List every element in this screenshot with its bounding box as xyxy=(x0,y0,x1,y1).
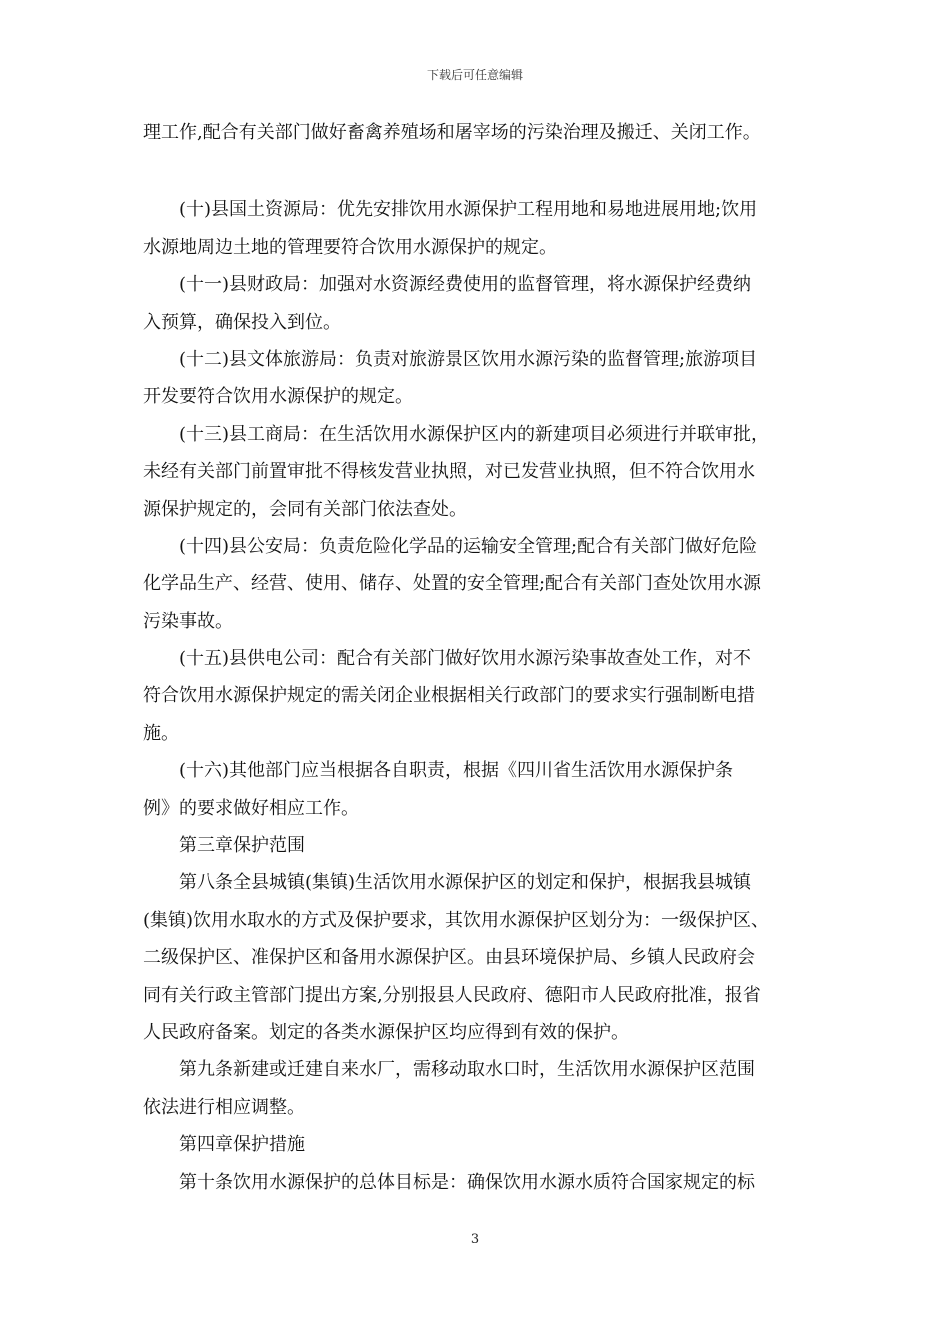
text-line: 依法进行相应调整。 xyxy=(143,1096,305,1118)
text-line: 源保护规定的，会同有关部门依法查处。 xyxy=(143,498,467,520)
text-line: (十一)县财政局：加强对水资源经费使用的监督管理，将水源保护经费纳 xyxy=(143,274,752,296)
text-line: (十五)县供电公司：配合有关部门做好饮用水源污染事故查处工作，对不 xyxy=(143,648,752,670)
text-line: (十二)县文体旅游局：负责对旅游景区饮用水源污染的监督管理;旅游项目 xyxy=(143,348,758,370)
text-line: 污染事故。 xyxy=(143,610,233,632)
text-line: 化学品生产、经营、使用、储存、处置的安全管理;配合有关部门查处饮用水源 xyxy=(143,573,762,595)
text-line: (集镇)饮用水取水的方式及保护要求，其饮用水源保护区划分为：一级保护区、 xyxy=(143,909,770,931)
text-line: 二级保护区、准保护区和备用水源保护区。由县环境保护局、乡镇人民政府会 xyxy=(143,947,755,969)
paragraph-spacer xyxy=(143,151,809,191)
text-line: 入预算，确保投入到位。 xyxy=(143,311,341,333)
text-line: (十四)县公安局：负责危险化学品的运输安全管理;配合有关部门做好危险 xyxy=(143,535,758,557)
text-line: 水源地周边土地的管理要符合饮用水源保护的规定。 xyxy=(143,236,557,258)
text-line: 第八条全县城镇(集镇)生活饮用水源保护区的划定和保护，根据我县城镇 xyxy=(143,872,752,894)
document-body xyxy=(143,114,809,1201)
text-line: 第十条饮用水源保护的总体目标是：确保饮用水源水质符合国家规定的标 xyxy=(143,1171,755,1193)
text-line: (十六)其他部门应当根据各自职责，根据《四川省生活饮用水源保护条 xyxy=(143,760,734,782)
text-line: (十三)县工商局：在生活饮用水源保护区内的新建项目必须进行并联审批， xyxy=(143,423,770,445)
text-line: 理工作,配合有关部门做好畜禽养殖场和屠宰场的污染治理及搬迁、关闭工作。 xyxy=(143,122,761,143)
text-line: 施。 xyxy=(143,722,179,744)
text-line: 符合饮用水源保护规定的需关闭企业根据相关行政部门的要求实行强制断电措 xyxy=(143,685,755,707)
text-line: (十)县国土资源局：优先安排饮用水源保护工程用地和易地进展用地;饮用 xyxy=(143,199,758,221)
text-line: 未经有关部门前置审批不得核发营业执照，对已发营业执照，但不符合饮用水 xyxy=(143,461,755,483)
text-line: 第九条新建或迁建自来水厂，需移动取水口时，生活饮用水源保护区范围 xyxy=(143,1059,755,1081)
text-line: 人民政府备案。划定的各类水源保护区均应得到有效的保护。 xyxy=(143,1021,629,1043)
text-line: 开发要符合饮用水源保护的规定。 xyxy=(143,386,413,408)
text-line: 同有关行政主管部门提出方案,分别报县人民政府、德阳市人民政府批准，报省 xyxy=(143,984,761,1006)
section-heading: 第四章保护措施 xyxy=(143,1134,305,1156)
page-header: 下载后可任意编辑 xyxy=(426,68,523,82)
page-number: 3 xyxy=(470,1232,480,1247)
section-heading: 第三章保护范围 xyxy=(143,835,305,857)
text-line: 例》的要求做好相应工作。 xyxy=(143,797,359,819)
